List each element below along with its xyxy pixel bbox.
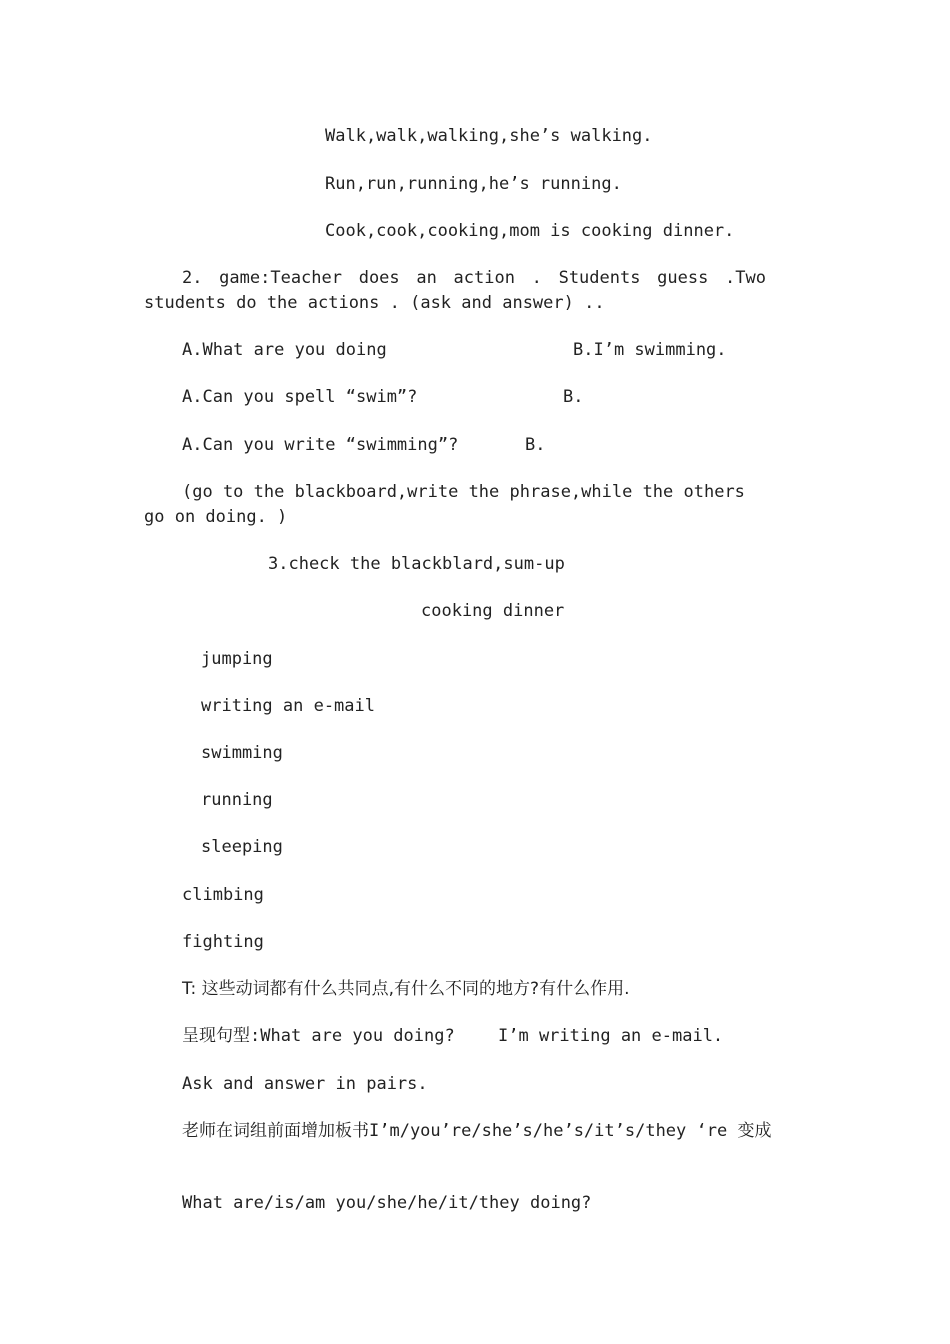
dialog-1-question: A.What are you doing (182, 340, 387, 360)
dialog-3-answer: B. (525, 435, 546, 455)
phrase-jumping: jumping (201, 649, 273, 669)
phrase-swimming: swimming (201, 743, 283, 763)
phrase-cooking-dinner: cooking dinner (421, 601, 565, 621)
dialog-1-answer: B.I’m swimming. (573, 340, 727, 360)
dialog-2-answer: B. (563, 387, 584, 407)
sentence-pattern-question: 呈现句型:What are you doing? (182, 1026, 455, 1046)
game-instructions: 2. game:Teacher does an action . Students guess .Two students do the actions . (ask and answer) .. (144, 268, 766, 313)
chant-line-walk: Walk,walk,walking,she’s walking. (325, 126, 653, 146)
check-heading: 3.check the blackblard,sum-up (268, 554, 565, 574)
dialog-3-question: A.Can you write “swimming”? (182, 435, 459, 455)
phrase-fighting: fighting (182, 932, 264, 952)
chant-line-cook: Cook,cook,cooking,mom is cooking dinner. (325, 221, 735, 241)
sentence-pattern-answer: I’m writing an e-mail. (498, 1026, 724, 1046)
phrase-climbing: climbing (182, 885, 264, 905)
board-note: 老师在词组前面增加板书I’m/you’re/she’s/he’s/it’s/they ‘re 变成 (182, 1121, 772, 1141)
teacher-question: T: 这些动词都有什么共同点,有什么不同的地方?有什么作用. (182, 979, 630, 999)
pair-practice: Ask and answer in pairs. (182, 1074, 428, 1094)
final-question: What are/is/am you/she/he/it/they doing? (182, 1193, 592, 1213)
phrase-writing-an-email: writing an e-mail (201, 696, 375, 716)
phrase-running: running (201, 790, 273, 810)
phrase-sleeping: sleeping (201, 837, 283, 857)
chant-line-run: Run,run,running,he’s running. (325, 174, 622, 194)
blackboard-note: (go to the blackboard,write the phrase,while the others go on doing. ) (144, 482, 745, 527)
dialog-2-question: A.Can you spell “swim”? (182, 387, 418, 407)
